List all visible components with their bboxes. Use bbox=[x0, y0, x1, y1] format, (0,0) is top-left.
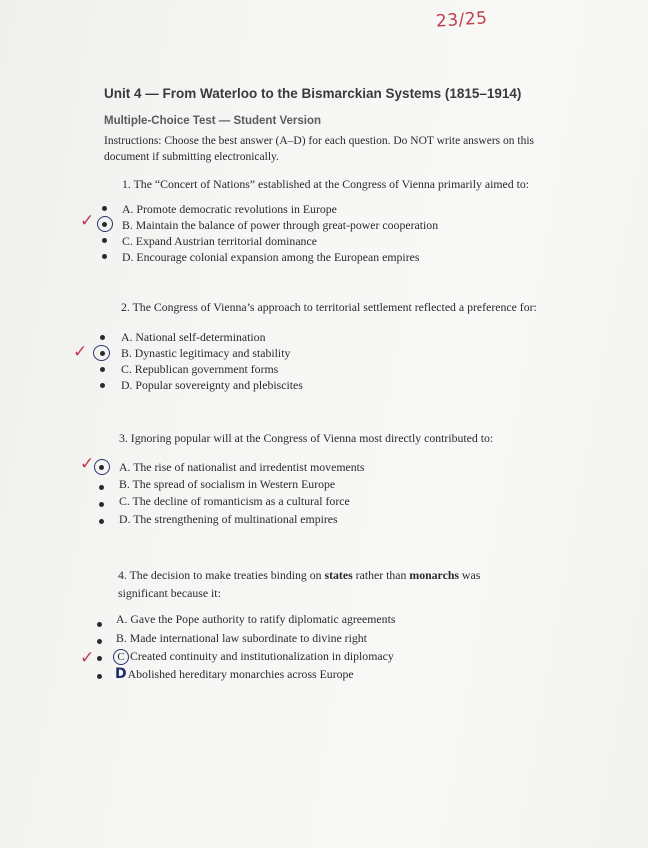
page-subtitle: Multiple-Choice Test — Student Version bbox=[104, 115, 322, 127]
handwritten-letter-d: D bbox=[115, 666, 127, 682]
bullet bbox=[102, 206, 107, 211]
check-mark-icon: ✓ bbox=[80, 211, 95, 231]
question-1-stem: 1. The “Concert of Nations” established at the Congress of Vienna primarily aimed to: bbox=[122, 177, 530, 191]
question-3-option-b[interactable]: B. The spread of socialism in Western Europe bbox=[119, 477, 336, 491]
check-mark-icon: ✓ bbox=[80, 454, 95, 474]
stem-emphasis: monarchs bbox=[409, 568, 459, 582]
question-4-option-c[interactable] bbox=[113, 648, 394, 665]
question-4-option-b[interactable]: B. Made international law subordinate to divine right bbox=[116, 631, 367, 645]
bullet bbox=[99, 465, 104, 470]
instructions: Instructions: Choose the best answer (A–D) for each question. Do NOT write answers on this document if submitting electronically. bbox=[104, 135, 534, 163]
question-3-option-d[interactable]: D. The strengthening of multinational empires bbox=[119, 512, 338, 526]
stem-text: 4. The decision to make treaties binding on bbox=[118, 568, 325, 582]
option-text: Abolished hereditary monarchies across Europe bbox=[127, 667, 354, 681]
check-mark-icon: ✓ bbox=[80, 648, 95, 668]
page-title: Unit 4 — From Waterloo to the Bismarckian Systems (1815–1914) bbox=[104, 86, 522, 101]
question-1-option-a[interactable]: A. Promote democratic revolutions in Europe bbox=[122, 202, 337, 216]
question-3-option-a[interactable]: A. The rise of nationalist and irredentist movements bbox=[119, 460, 365, 474]
bullet bbox=[102, 238, 107, 243]
question-2-stem: 2. The Congress of Vienna’s approach to territorial settlement reflected a preference for: bbox=[121, 300, 537, 314]
question-4-stem-line2: significant because it: bbox=[118, 586, 221, 600]
stem-emphasis: states bbox=[324, 568, 353, 582]
bullet bbox=[99, 485, 104, 490]
bullet bbox=[97, 639, 102, 644]
question-4-option-d[interactable] bbox=[115, 666, 354, 682]
question-2-option-a[interactable]: A. National self-determination bbox=[121, 330, 266, 344]
bullet bbox=[97, 674, 102, 679]
bullet bbox=[99, 519, 104, 524]
bullet bbox=[99, 502, 104, 507]
bullet bbox=[102, 254, 107, 259]
check-mark-icon: ✓ bbox=[73, 342, 88, 362]
stem-text: rather than bbox=[352, 568, 410, 582]
bullet bbox=[102, 222, 107, 227]
question-1-option-c[interactable]: C. Expand Austrian territorial dominance bbox=[122, 234, 317, 248]
answer-circle-icon bbox=[113, 649, 129, 665]
bullet bbox=[97, 622, 102, 627]
bullet bbox=[100, 367, 105, 372]
bullet bbox=[100, 351, 105, 356]
bullet bbox=[100, 383, 105, 388]
question-2-option-b[interactable]: B. Dynastic legitimacy and stability bbox=[121, 346, 291, 360]
question-3-stem: 3. Ignoring popular will at the Congress of Vienna most directly contributed to: bbox=[119, 431, 494, 445]
handwritten-score: 23/25 bbox=[435, 8, 489, 32]
question-2-option-c[interactable]: C. Republican government forms bbox=[121, 362, 279, 376]
question-3-option-c[interactable]: C. The decline of romanticism as a cultural force bbox=[119, 494, 350, 508]
bullet bbox=[97, 656, 102, 661]
option-letter: C bbox=[117, 651, 125, 663]
question-4-option-a[interactable]: A. Gave the Pope authority to ratify diplomatic agreements bbox=[116, 612, 396, 626]
question-1-option-b[interactable]: B. Maintain the balance of power through great-power cooperation bbox=[122, 218, 439, 232]
question-1-option-d[interactable]: D. Encourage colonial expansion among the European empires bbox=[122, 250, 420, 264]
question-2-option-d[interactable]: D. Popular sovereignty and plebiscites bbox=[121, 378, 303, 392]
question-4-stem bbox=[118, 566, 480, 584]
stem-text: was bbox=[458, 568, 481, 582]
option-text: Created continuity and institutionalization in diplomacy bbox=[130, 649, 394, 663]
bullet bbox=[100, 335, 105, 340]
